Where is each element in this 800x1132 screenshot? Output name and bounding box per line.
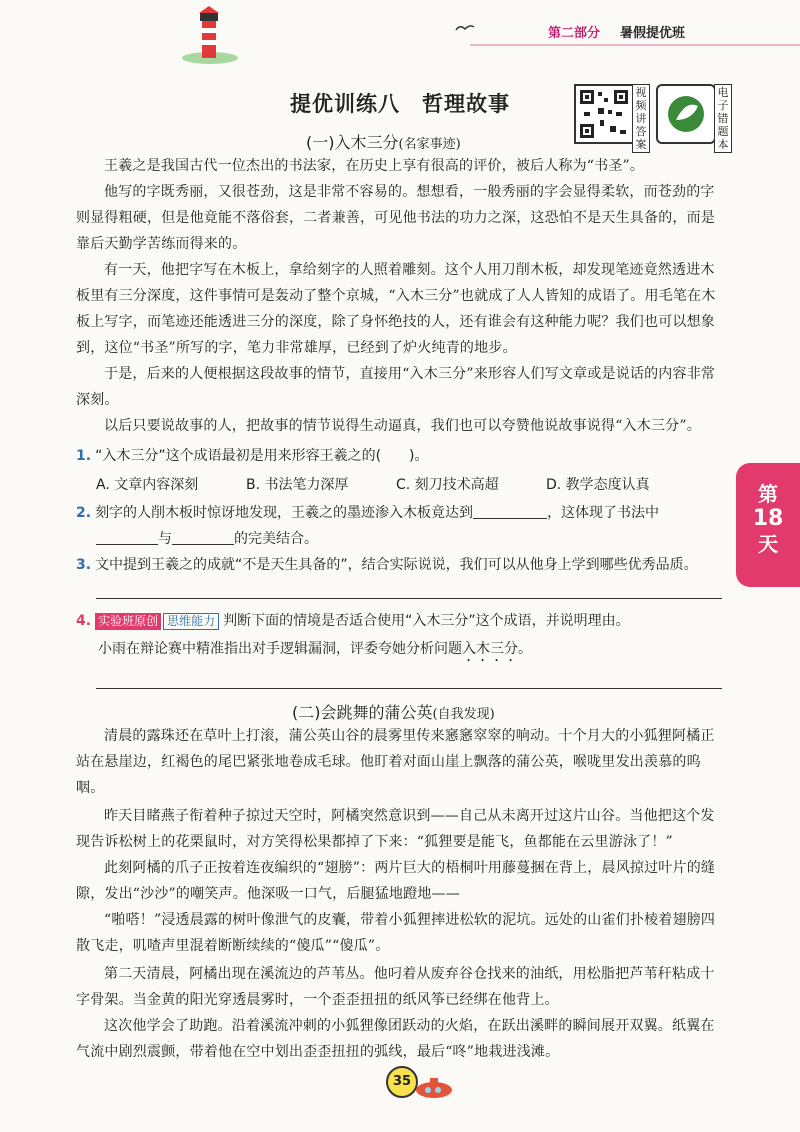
page-header xyxy=(0,0,800,70)
option-b[interactable]: B. 书法笔力深厚 xyxy=(246,477,349,493)
section2-paragraph: 此刻阿橘的爪子正按着连夜编织的“翅膀”：两片巨大的梧桐叶用藤蔓捆在背上，晨风掠过叶片的缝隙，发出“沙沙”的嘲笑声。他深吸一口气，后腿猛地蹬地—— xyxy=(76,860,716,902)
answer-line[interactable] xyxy=(96,688,722,689)
option-d[interactable]: D. 教学态度认真 xyxy=(546,477,650,493)
question-2: 2. 刻字的人削木板时惊讶地发现，王羲之的墨迹渗入木板竟达到 ，这体现了书法中 与 的完美结合。 xyxy=(76,500,736,552)
question-4: 4. 实验班原创 思维能力 判断下面的情境是否适合使用“入木三分”这个成语，并说明理由。 xyxy=(76,613,630,629)
section2-title: (二)会跳舞的蒲公英(自我发现) xyxy=(292,703,495,722)
section2-paragraph: 清晨的露珠还在草叶上打滚，蒲公英山谷的晨雾里传来窸窸窣窣的响动。十个月大的小狐狸阿橘正站在悬崖边，红褐色的尾巴紧张地卷成毛球。他盯着对面山崖上飘落的蒲公英，喉咙里发出羡慕的呜咽。 xyxy=(76,728,715,796)
section1-paragraph: 以后只要说故事的人，把故事的情节说得生动逼真，我们也可以夸赞他说故事说得“入木三分”。 xyxy=(104,418,701,434)
answer-line[interactable] xyxy=(96,598,722,599)
leaf-logo-icon xyxy=(658,86,714,142)
option-c[interactable]: C. 刻刀技术高超 xyxy=(396,477,499,493)
section1-paragraph: 有一天，他把字写在木板上，拿给刻字的人照着雕刻。这个人用刀削木板，却发现笔迹竟然透进木板里有三分深度，这件事情可是轰动了整个京城，“入木三分”也就成了人人皆知的成语了。用毛笔在木板上写字，而笔迹还能透进三分的深度，除了身怀绝技的人，还有谁会有这种能力呢？我们也可以想象到，这位“书圣”所写的字，笔力非常雄厚，已经到了炉火纯青的地步。 xyxy=(76,262,716,356)
question-1-options xyxy=(96,474,736,494)
section1-paragraph: 他写的字既秀丽，又很苍劲，这是非常不容易的。想想看，一般秀丽的字会显得柔软，而苍劲的字则显得粗硬，但是他竟能不落俗套，二者兼善，可见他书法的功力之深，这恐怕不是天生具备的，而是靠后天勤学苦练而得来的。 xyxy=(76,184,715,252)
section2-paragraph: 这次他学会了助跑。沿着溪流冲刺的小狐狸像团跃动的火焰，在跃出溪畔的瞬间展开双翼。纸翼在气流中剧烈震颤，带着他在空中划出歪歪扭扭的弧线，最后“咚”地栽进浅滩。 xyxy=(76,1018,715,1060)
question-4-scenario: 小雨在辩论赛中精准指出对手逻辑漏洞，评委夸她分析问题入木三分。 xyxy=(98,641,532,657)
question-1: 1. “入木三分”这个成语最初是用来形容王羲之的( )。 xyxy=(76,448,429,464)
section1-paragraph: 王羲之是我国古代一位杰出的书法家，在历史上享有很高的评价，被后人称为“书圣”。 xyxy=(104,158,645,174)
section2-paragraph: 第二天清晨，阿橘出现在溪流边的芦苇丛。他叼着从废弃谷仓找来的油纸，用松脂把芦苇秆粘成十字骨架。当金黄的阳光穿透晨雾时，一个歪歪扭扭的纸风筝已经绑在他背上。 xyxy=(76,966,715,1008)
answer-blank[interactable] xyxy=(96,528,158,545)
section1-paragraph: 于是，后来的人便根据这段故事的情节，直接用“入木三分”来形容人们写文章或是说话的内容非常深刻。 xyxy=(76,366,716,408)
section2-paragraph: 昨天目睹燕子衔着种子掠过天空时，阿橘突然意识到——自己从未离开过这片山谷。当他把这个发现告诉松树上的花栗鼠时，对方笑得松果都掉了下来：“狐狸要是能飞，鱼都能在云里游泳了！” xyxy=(76,808,715,850)
emphasized-idiom: 入木三分 xyxy=(462,641,518,657)
qr-code-video[interactable] xyxy=(574,84,634,144)
section2-paragraph: “啪嗒！”浸透晨露的树叶像泄气的皮囊，带着小狐狸摔进松软的泥坑。远处的山雀们扑棱着翅膀四散飞走，叽喳声里混着断断续续的“傻瓜”“傻瓜”。 xyxy=(76,912,716,954)
submarine-icon xyxy=(412,1074,456,1100)
day-tab: 第 18 天 xyxy=(736,463,800,587)
page-number: 35 xyxy=(386,1066,418,1098)
section1-title: (一)入木三分(名家事迹) xyxy=(306,133,461,152)
header-part: 第二部分 xyxy=(548,26,601,41)
question-3: 3. 文中提到王羲之的成就“不是天生具备的”，结合实际说说，我们可以从他身上学到哪些优秀品质。 xyxy=(76,557,698,573)
header-title: 暑假提优班 xyxy=(620,26,686,41)
answer-blank[interactable] xyxy=(172,528,234,545)
lighthouse-icon xyxy=(180,4,240,64)
original-tag: 实验班原创 xyxy=(95,613,161,630)
answer-blank[interactable] xyxy=(473,502,547,519)
section1-subtitle: (名家事迹) xyxy=(398,137,461,152)
qr-pattern-icon xyxy=(576,86,632,142)
skill-tag: 思维能力 xyxy=(163,613,219,630)
qr-label-video: 视频讲答案 xyxy=(632,84,650,153)
qr-label-error-book: 电子错题本 xyxy=(714,84,732,153)
option-a[interactable]: A. 文章内容深刻 xyxy=(96,477,199,493)
qr-code-error-book[interactable] xyxy=(656,84,716,144)
section2-subtitle: (自我发现) xyxy=(432,707,495,722)
page-title: 提优训练八 哲理故事 xyxy=(290,92,510,116)
